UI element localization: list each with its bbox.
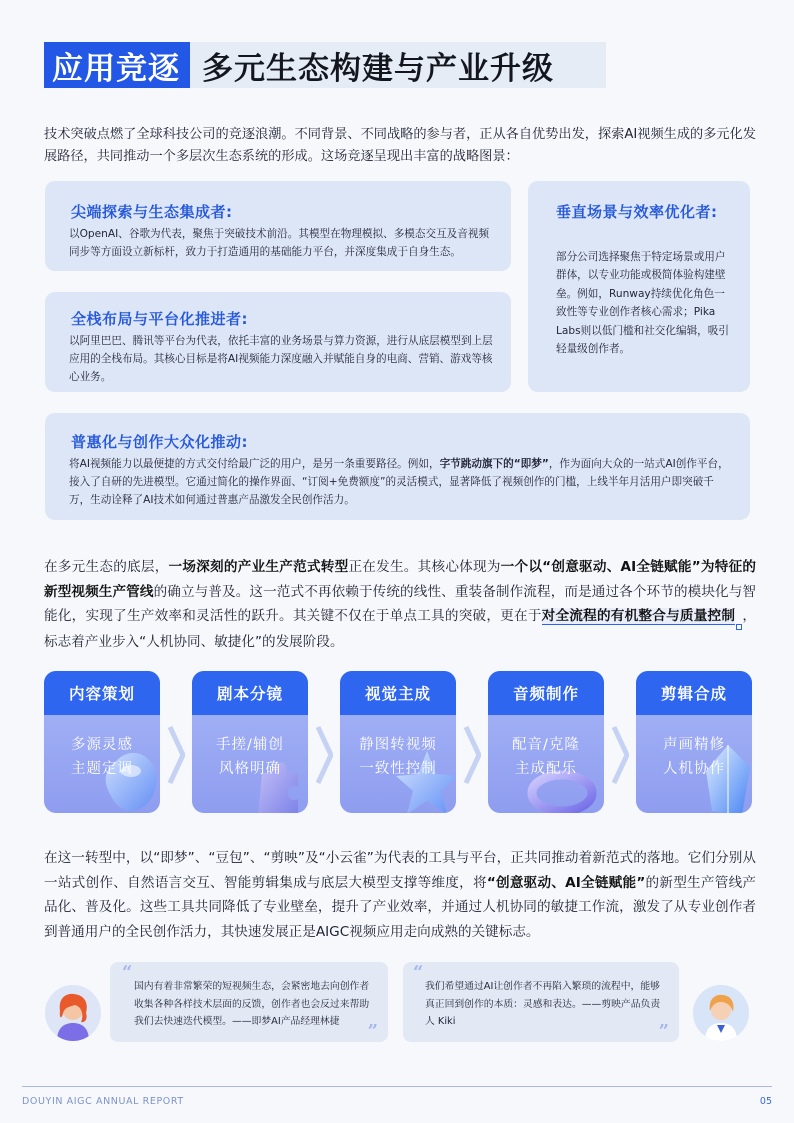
pipeline-step-line: 静图转视频	[359, 737, 437, 753]
card-inclusive-body-before: 将AI视频能力以最便捷的方式交付给最广泛的用户，是另一条重要路径。例如，	[69, 458, 440, 470]
pipeline-step-desc	[340, 733, 456, 781]
woman-avatar-icon	[693, 985, 749, 1041]
middle-s3: 产业生产范式转型	[237, 559, 349, 575]
chevron-right-icon	[611, 725, 629, 785]
quote-text: 国内有着非常繁荣的短视频生态，会紧密地去向创作者收集各种各样技术层面的反馈，创作者也会反过来帮助我们去快速迭代模型。——即梦AI产品经理林捷	[134, 981, 370, 1027]
card-inclusive-body-after: ，作为面向大众的一站式AI创作平台，接入了自研的先进模型。它通过简化的操作界面、“订阅+免费额度”的灵活模式，显著降低了视频创作的门槛，上线半年月活用户即突破千万，生动诠释了AI技术如何通过普惠产品激发全民创作活力。	[69, 458, 729, 506]
close-quote-icon: ”	[658, 1020, 669, 1042]
intro-paragraph: 技术突破点燃了全球科技公司的竞逐浪潮。不同背景、不同战略的参与者，正从各自优势出发，探索AI视频生成的多元化发展路径，共同推动一个多层次生态系统的形成。这场竞逐呈现出丰富的战略图景：	[44, 127, 756, 164]
pipeline-step-desc	[636, 733, 752, 781]
pipeline-step-title: 剧本分镜	[192, 671, 308, 715]
pipeline-step-desc	[488, 733, 604, 781]
chevron-right-icon	[315, 725, 333, 785]
pipeline-step-audio	[488, 671, 604, 813]
pipeline-step-script	[192, 671, 308, 813]
card-vertical-heading: 垂直场景与效率优化者:	[556, 203, 718, 221]
card-inclusive-body	[69, 455, 729, 509]
pipeline-step-line: 风格明确	[219, 761, 281, 777]
middle-paragraph	[44, 555, 756, 654]
closing-s2: “创意驱动、AI全链赋能”	[486, 874, 646, 891]
card-frontier-heading: 尖端探索与生态集成者:	[71, 203, 233, 221]
close-quote-icon: ”	[367, 1020, 378, 1042]
pipeline-step-line: 人机协作	[663, 761, 725, 777]
pipeline-step-line: 配音/克隆	[512, 737, 580, 753]
card-inclusive-heading: 普惠化与创作大众化推动:	[71, 433, 248, 451]
middle-s5: 一个以“创意驱动、AI全链赋能”为特征的新型视频生产管线	[44, 559, 757, 600]
card-inclusive	[45, 413, 750, 520]
card-vertical-body: 部分公司选择聚焦于特定场景或用户群体，以专业功能或极简体验构建壁垒。例如，Runway持续优化角色一致性等专业创作者核心需求；Pika Labs则以低门槛和社交化编辑，吸引轻量级创作者。	[556, 251, 729, 356]
pipeline-step-title: 音频制作	[488, 671, 604, 715]
production-pipeline	[44, 671, 754, 813]
chevron-right-icon	[167, 725, 185, 785]
open-quote-icon: “	[413, 962, 424, 983]
card-frontier	[45, 181, 511, 271]
pipeline-step-line: 主成配乐	[515, 761, 577, 777]
pipeline-step-line: 手搓/辅创	[216, 737, 284, 753]
pipeline-step-desc	[44, 733, 160, 781]
quote-card-jimeng	[110, 962, 388, 1042]
open-quote-icon: “	[122, 962, 133, 983]
middle-s2: 一场深刻的	[168, 559, 238, 575]
middle-s8: ，标志着产业步入“人机协同、敏捷化”的发展阶段。	[44, 608, 757, 650]
card-vertical	[528, 181, 750, 392]
card-fullstack-body: 以阿里巴巴、腾讯等平台为代表，依托丰富的业务场景与算力资源，进行从底层模型到上层应用的全栈布局。其核心目标是将AI视频能力深度融入并赋能自身的电商、营销、游戏等核心业务。	[69, 335, 493, 383]
quote-text: 我们希望通过AI让创作者不再陷入繁琐的流程中，能够真正回到创作的本质：灵感和表达。——剪映产品负责人 Kiki	[425, 981, 661, 1027]
quote-card-capcut	[403, 962, 679, 1042]
footer-divider	[22, 1086, 772, 1087]
chevron-right-icon	[463, 725, 481, 785]
closing-s3: 的新型生产管线产品化、普及化。这些工具共同降低了专业壁垒，提升了产业效率，并通过人机协同的敏捷工作流，激发了从专业创作者到普通用户的全民创作活力，其快速发展正是AIGC视频应用走向成熟的关键标志。	[44, 874, 757, 940]
pipeline-step-editing	[636, 671, 752, 813]
middle-s1: 在多元生态的底层，	[44, 559, 169, 575]
footer-report-name: DOUYIN AIGC ANNUAL REPORT	[22, 1096, 184, 1107]
page-number: 05	[759, 1096, 772, 1107]
pipeline-step-title: 剪辑合成	[636, 671, 752, 715]
avatar	[45, 985, 101, 1041]
section-title	[44, 42, 606, 88]
text-cursor-handle[interactable]	[736, 624, 742, 630]
pipeline-step-line: 声画精修	[663, 737, 725, 753]
card-fullstack-heading: 全栈布局与平台化推进者:	[71, 310, 248, 328]
pipeline-step-desc	[192, 733, 308, 781]
middle-s4: 正在发生。其核心体现为	[348, 559, 501, 575]
pipeline-step-line: 一致性控制	[359, 761, 437, 777]
middle-s6: 的确立与普及。这一范式不再依赖于传统的线性、重装备制作流程，而是通过各个环节的模块化与智能化，实现了生产效率和灵活性的跃升。其关键不仅在于单点工具的突破，更在于	[44, 583, 757, 624]
woman-avatar-icon	[45, 985, 101, 1041]
pipeline-step-line: 多源灵感	[71, 737, 133, 753]
title-main: 多元生态构建与产业升级	[202, 50, 554, 87]
pipeline-step-planning	[44, 671, 160, 813]
middle-s7-highlight: 对全流程的有机整合与质量控制	[541, 608, 736, 624]
closing-paragraph	[44, 846, 756, 944]
pipeline-step-line: 主题定调	[71, 761, 133, 777]
card-fullstack	[45, 292, 511, 392]
card-inclusive-body-bold: 字节跳动旗下的“即梦”	[439, 458, 549, 470]
pipeline-step-title: 视觉主成	[340, 671, 456, 715]
avatar	[693, 985, 749, 1041]
closing-s1: 在这一转型中，以“即梦”、“豆包”、“剪映”及“小云雀”为代表的工具与平台，正共同推动着新范式的落地。它们分别从一站式创作、自然语言交互、智能剪辑集成与底层大模型支撑等维度，将	[44, 850, 756, 891]
pipeline-step-visual	[340, 671, 456, 813]
card-frontier-body: 以OpenAI、谷歌为代表，聚焦于突破技术前沿。其模型在物理模拟、多模态交互及音视频同步等方面设立新标杆，致力于打造通用的基础能力平台，并深度集成于自身生态。	[69, 228, 490, 258]
title-tag: 应用竞逐	[44, 42, 190, 88]
pipeline-step-title: 内容策划	[44, 671, 160, 715]
